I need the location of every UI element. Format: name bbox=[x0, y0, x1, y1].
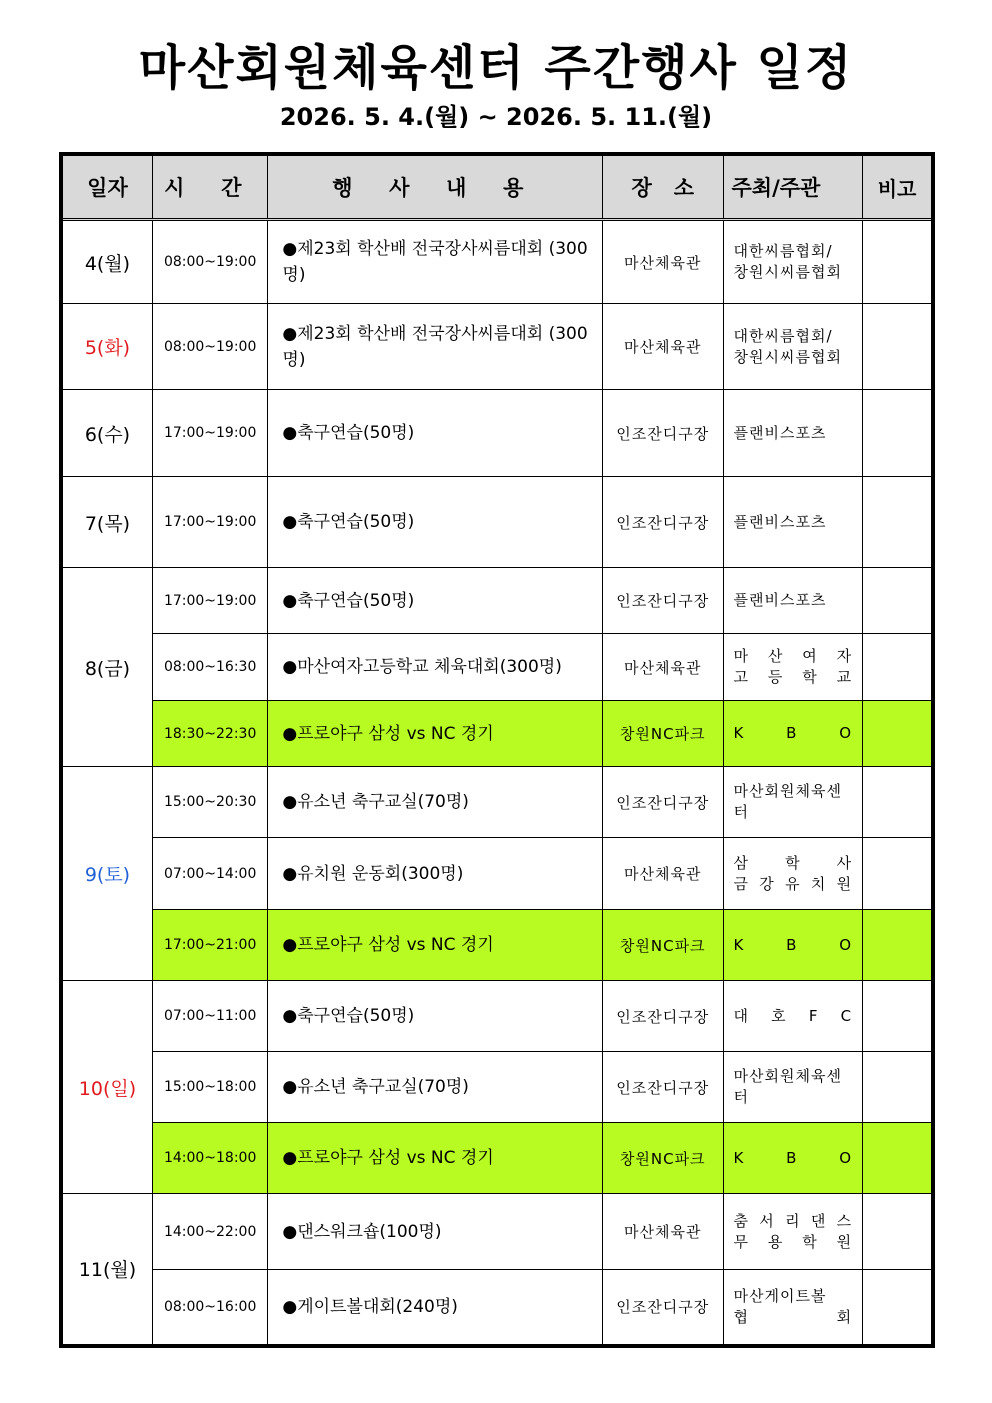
event-row bbox=[61, 1270, 933, 1346]
event-cell: ●프로야구 삼성 vs NC 경기 bbox=[268, 1123, 603, 1194]
col-header-host: 주최/주관 bbox=[723, 154, 863, 220]
host-line: 마산게이트볼 bbox=[733, 1286, 827, 1305]
schedule-table bbox=[59, 152, 935, 1348]
note-cell bbox=[863, 981, 933, 1052]
time-cell: 07:00~11:00 bbox=[152, 981, 268, 1052]
event-row bbox=[61, 910, 933, 981]
event-cell: ●마산여자고등학교 체육대회(300명) bbox=[268, 634, 603, 701]
host-cell bbox=[723, 568, 863, 634]
place-cell: 창원NC파크 bbox=[602, 701, 723, 767]
date-cell: 9(토) bbox=[61, 767, 152, 981]
host-line: 플랜비스포츠 bbox=[733, 591, 827, 609]
date-cell: 5(화) bbox=[61, 304, 152, 390]
event-cell: ●게이트볼대회(240명) bbox=[268, 1270, 603, 1346]
time-cell: 07:00~14:00 bbox=[152, 838, 268, 910]
note-cell bbox=[863, 568, 933, 634]
schedule-body bbox=[61, 220, 933, 1346]
event-cell: ●프로야구 삼성 vs NC 경기 bbox=[268, 910, 603, 981]
event-row bbox=[61, 304, 933, 390]
col-header-note: 비고 bbox=[863, 154, 933, 220]
event-cell: ●유소년 축구교실(70명) bbox=[268, 1052, 603, 1123]
host-line: 마 산 여 자 bbox=[733, 647, 853, 665]
note-cell bbox=[863, 1270, 933, 1346]
date-cell: 4(월) bbox=[61, 220, 152, 304]
note-cell bbox=[863, 910, 933, 981]
host-line: K B O bbox=[733, 1148, 853, 1167]
host-cell bbox=[723, 304, 863, 390]
place-cell: 인조잔디구장 bbox=[602, 1270, 723, 1346]
event-cell: ●유치원 운동회(300명) bbox=[268, 838, 603, 910]
col-header-place: 장 소 bbox=[602, 154, 723, 220]
host-cell bbox=[723, 767, 863, 838]
event-cell: ●프로야구 삼성 vs NC 경기 bbox=[268, 701, 603, 767]
col-header-event: 행 사 내 용 bbox=[268, 154, 603, 220]
place-cell: 마산체육관 bbox=[602, 1194, 723, 1270]
host-cell bbox=[723, 1194, 863, 1270]
note-cell bbox=[863, 390, 933, 477]
col-header-date: 일자 bbox=[61, 154, 152, 220]
host-cell bbox=[723, 701, 863, 767]
date-cell: 10(일) bbox=[61, 981, 152, 1194]
place-cell: 마산체육관 bbox=[602, 304, 723, 390]
place-cell: 인조잔디구장 bbox=[602, 568, 723, 634]
host-line: 고 등 학 교 bbox=[733, 668, 853, 686]
time-cell: 08:00~16:00 bbox=[152, 1270, 268, 1346]
page-title: 마산회원체육센터 주간행사 일정 bbox=[138, 40, 854, 96]
host-line: 마산회원체육센터 bbox=[733, 1067, 842, 1106]
host-cell bbox=[723, 981, 863, 1052]
host-cell bbox=[723, 634, 863, 701]
time-cell: 14:00~22:00 bbox=[152, 1194, 268, 1270]
note-cell bbox=[863, 1052, 933, 1123]
event-cell: ●제23회 학산배 전국장사씨름대회 (300명) bbox=[268, 304, 603, 390]
event-cell: ●댄스워크숍(100명) bbox=[268, 1194, 603, 1270]
time-cell: 15:00~20:30 bbox=[152, 767, 268, 838]
date-cell: 6(수) bbox=[61, 390, 152, 477]
place-cell: 인조잔디구장 bbox=[602, 981, 723, 1052]
time-cell: 08:00~19:00 bbox=[152, 304, 268, 390]
event-row bbox=[61, 568, 933, 634]
host-cell bbox=[723, 910, 863, 981]
host-line: 춤 서 리 댄 스 bbox=[733, 1211, 853, 1230]
host-line: 대 호 F C bbox=[733, 1006, 853, 1025]
host-cell bbox=[723, 220, 863, 304]
note-cell bbox=[863, 477, 933, 568]
event-row bbox=[61, 701, 933, 767]
time-cell: 15:00~18:00 bbox=[152, 1052, 268, 1123]
place-cell: 인조잔디구장 bbox=[602, 477, 723, 568]
time-cell: 17:00~19:00 bbox=[152, 390, 268, 477]
note-cell bbox=[863, 1194, 933, 1270]
date-cell: 8(금) bbox=[61, 568, 152, 767]
host-line: 마산회원체육센터 bbox=[733, 782, 842, 821]
host-line: 삼 학 사 bbox=[733, 853, 853, 872]
note-cell bbox=[863, 767, 933, 838]
time-cell: 14:00~18:00 bbox=[152, 1123, 268, 1194]
event-row bbox=[61, 1052, 933, 1123]
event-row bbox=[61, 390, 933, 477]
host-line: 플랜비스포츠 bbox=[733, 512, 827, 531]
event-row bbox=[61, 634, 933, 701]
time-cell: 17:00~19:00 bbox=[152, 477, 268, 568]
time-cell: 17:00~21:00 bbox=[152, 910, 268, 981]
event-cell: ●축구연습(50명) bbox=[268, 981, 603, 1052]
host-cell bbox=[723, 1270, 863, 1346]
event-cell: ●제23회 학산배 전국장사씨름대회 (300명) bbox=[268, 220, 603, 304]
place-cell: 마산체육관 bbox=[602, 220, 723, 304]
host-line: K B O bbox=[733, 935, 853, 954]
event-row bbox=[61, 767, 933, 838]
place-cell: 마산체육관 bbox=[602, 634, 723, 701]
host-cell bbox=[723, 1052, 863, 1123]
place-cell: 인조잔디구장 bbox=[602, 390, 723, 477]
date-range: 2026. 5. 4.(월) ~ 2026. 5. 11.(월) bbox=[279, 103, 713, 131]
note-cell bbox=[863, 220, 933, 304]
event-cell: ●축구연습(50명) bbox=[268, 568, 603, 634]
date-cell: 11(월) bbox=[61, 1194, 152, 1346]
event-row bbox=[61, 1123, 933, 1194]
place-cell: 창원NC파크 bbox=[602, 910, 723, 981]
time-cell: 18:30~22:30 bbox=[152, 701, 268, 767]
place-cell: 인조잔디구장 bbox=[602, 1052, 723, 1123]
event-cell: ●축구연습(50명) bbox=[268, 390, 603, 477]
host-line: 창원시씨름협회 bbox=[733, 347, 842, 366]
host-line: 플랜비스포츠 bbox=[733, 423, 827, 442]
time-cell: 17:00~19:00 bbox=[152, 568, 268, 634]
col-header-time: 시 간 bbox=[152, 154, 268, 220]
host-cell bbox=[723, 477, 863, 568]
host-line: 창원시씨름협회 bbox=[733, 263, 842, 281]
note-cell bbox=[863, 634, 933, 701]
note-cell bbox=[863, 1123, 933, 1194]
date-cell: 7(목) bbox=[61, 477, 152, 568]
event-cell: ●유소년 축구교실(70명) bbox=[268, 767, 603, 838]
event-row bbox=[61, 838, 933, 910]
host-line: 협 회 bbox=[733, 1307, 853, 1326]
host-cell bbox=[723, 390, 863, 477]
event-row bbox=[61, 220, 933, 304]
header-row bbox=[61, 154, 933, 220]
event-row bbox=[61, 981, 933, 1052]
event-row bbox=[61, 477, 933, 568]
host-line: 무 용 학 원 bbox=[733, 1232, 853, 1251]
host-line: 대한씨름협회/ bbox=[733, 326, 833, 345]
place-cell: 마산체육관 bbox=[602, 838, 723, 910]
note-cell bbox=[863, 838, 933, 910]
host-cell bbox=[723, 838, 863, 910]
host-line: K B O bbox=[733, 724, 853, 742]
host-line: 대한씨름협회/ bbox=[733, 242, 833, 260]
place-cell: 창원NC파크 bbox=[602, 1123, 723, 1194]
host-cell bbox=[723, 1123, 863, 1194]
note-cell bbox=[863, 304, 933, 390]
event-cell: ●축구연습(50명) bbox=[268, 477, 603, 568]
place-cell: 인조잔디구장 bbox=[602, 767, 723, 838]
host-line: 금 강 유 치 원 bbox=[733, 874, 853, 893]
time-cell: 08:00~19:00 bbox=[152, 220, 268, 304]
note-cell bbox=[863, 701, 933, 767]
time-cell: 08:00~16:30 bbox=[152, 634, 268, 701]
event-row bbox=[61, 1194, 933, 1270]
